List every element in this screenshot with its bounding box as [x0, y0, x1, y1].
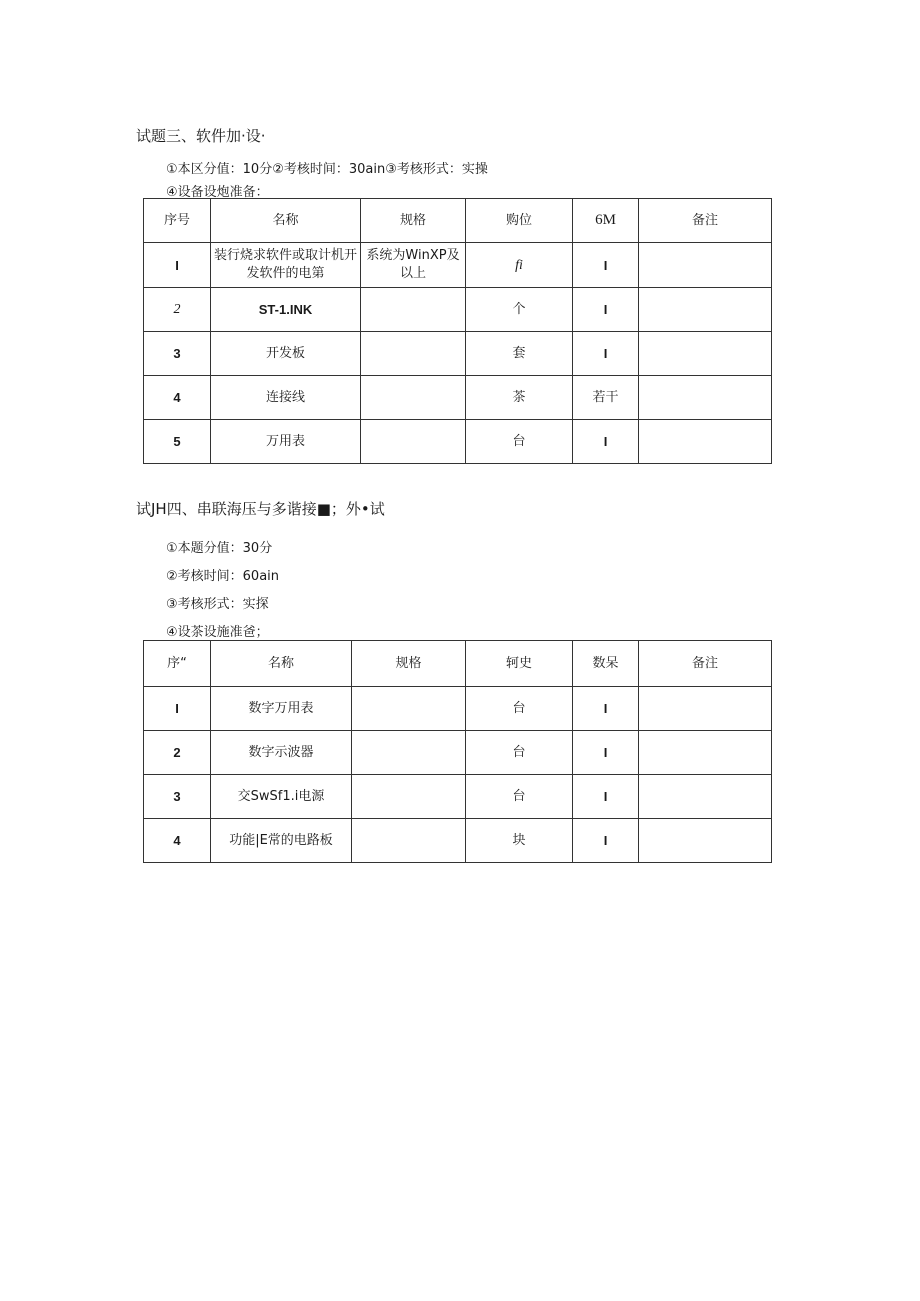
table-cell: I [573, 420, 639, 464]
table-cell: I [573, 775, 639, 819]
section-4-heading: 试JH四、串联海压与多谐接■；外•试 [136, 500, 385, 518]
table-cell [639, 731, 772, 775]
table-cell [352, 819, 466, 863]
header-cell: 序号 [144, 199, 211, 243]
table-cell: 台 [466, 687, 573, 731]
section-3-info-line: ①本区分值：10分②考核时间：30ain③考核形式：实操 [166, 162, 488, 177]
table-row [144, 420, 772, 464]
section-3-equipment-line: ④设备设炮准备： [166, 185, 269, 200]
table-cell: 台 [466, 731, 573, 775]
table-cell: I [573, 687, 639, 731]
table-row [144, 687, 772, 731]
table-cell: 茶 [466, 376, 573, 420]
table-header-row [144, 641, 772, 687]
table-cell: 5 [144, 420, 211, 464]
table-row [144, 332, 772, 376]
table-cell: 台 [466, 420, 573, 464]
table-row [144, 288, 772, 332]
header-cell: 数呆 [573, 641, 639, 687]
table-cell: 套 [466, 332, 573, 376]
table-cell: 万用表 [211, 420, 361, 464]
section-4-score-line: ①本题分值：30分 [166, 541, 273, 556]
table-cell: fi [466, 243, 573, 288]
table-cell [361, 332, 466, 376]
table-cell: 4 [144, 376, 211, 420]
header-cell: 名称 [211, 641, 352, 687]
table-row [144, 243, 772, 288]
table-row [144, 731, 772, 775]
table-cell: 个 [466, 288, 573, 332]
table-cell: 台 [466, 775, 573, 819]
table-cell: 交SwSf1.i电源 [211, 775, 352, 819]
table-cell: I [573, 332, 639, 376]
table-cell: 系统为WinXP及以上 [361, 243, 466, 288]
table-cell: 2 [144, 288, 211, 332]
table-cell: I [144, 243, 211, 288]
table-cell [639, 243, 772, 288]
table-cell: 4 [144, 819, 211, 863]
table-cell: 开发板 [211, 332, 361, 376]
table-cell [352, 731, 466, 775]
table-cell [639, 819, 772, 863]
header-cell: 备注 [639, 199, 772, 243]
table-cell: I [573, 288, 639, 332]
table-cell: I [573, 731, 639, 775]
table-cell [352, 687, 466, 731]
header-cell: 规格 [352, 641, 466, 687]
section-4-format-line: ③考核形式：实探 [166, 597, 269, 612]
table-cell [639, 288, 772, 332]
header-cell: 规格 [361, 199, 466, 243]
table-cell [639, 332, 772, 376]
section-4-time-line: ②考核时间：60ain [166, 569, 280, 584]
table-cell [352, 775, 466, 819]
table-header-row [144, 199, 772, 243]
table-row [144, 376, 772, 420]
table-cell [361, 420, 466, 464]
table-cell: 块 [466, 819, 573, 863]
equipment-table-4 [143, 640, 772, 863]
table-cell: 数字示波器 [211, 731, 352, 775]
header-cell: 轲史 [466, 641, 573, 687]
table-cell: I [573, 243, 639, 288]
table-cell: 3 [144, 775, 211, 819]
section-3-heading: 试题三、软件加·设· [136, 127, 266, 145]
table-cell: 数字万用表 [211, 687, 352, 731]
table-cell: 若干 [573, 376, 639, 420]
table-cell: 装行烧求软件或取计机开发软件的电第 [211, 243, 361, 288]
table-cell: I [144, 687, 211, 731]
table-cell: ST-1.INK [211, 288, 361, 332]
header-cell: 序“ [144, 641, 211, 687]
table-cell [361, 376, 466, 420]
table-row [144, 775, 772, 819]
table-cell [639, 420, 772, 464]
equipment-table-3 [143, 198, 772, 464]
table-cell: 连接线 [211, 376, 361, 420]
header-cell: 名称 [211, 199, 361, 243]
table-cell: 功能|E常的电路板 [211, 819, 352, 863]
table-cell [361, 288, 466, 332]
header-cell: 备注 [639, 641, 772, 687]
section-4-equipment-line: ④设茶设施准爸； [166, 625, 269, 640]
table-cell [639, 775, 772, 819]
header-cell: 购位 [466, 199, 573, 243]
table-cell: 3 [144, 332, 211, 376]
header-cell: 6M [573, 199, 639, 243]
table-cell [639, 376, 772, 420]
table-row [144, 819, 772, 863]
table-cell: 2 [144, 731, 211, 775]
table-cell [639, 687, 772, 731]
table-cell: I [573, 819, 639, 863]
